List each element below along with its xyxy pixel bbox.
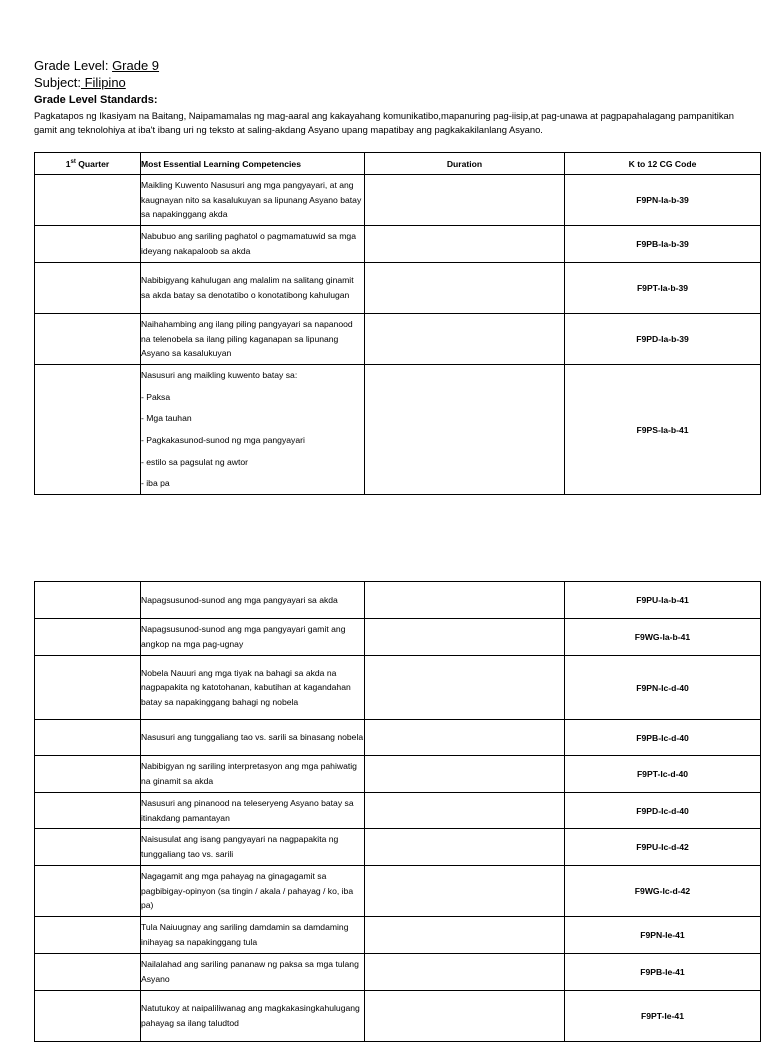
- code-cell: F9WG-Ia-b-41: [565, 619, 761, 656]
- quarter-cell: [35, 226, 141, 263]
- header-competency: Most Essential Learning Competencies: [141, 153, 365, 175]
- quarter-cell: [35, 619, 141, 656]
- competency-intro: Nasusuri ang maikling kuwento batay sa:: [141, 370, 298, 381]
- duration-cell: [365, 263, 565, 314]
- duration-cell: [365, 226, 565, 263]
- quarter-cell: [35, 720, 141, 756]
- duration-cell: [365, 720, 565, 756]
- duration-cell: [365, 866, 565, 917]
- duration-cell: [365, 756, 565, 793]
- table-row: [35, 866, 761, 917]
- code-cell: F9PU-Ia-b-41: [565, 582, 761, 619]
- competency-cell: Nagagamit ang mga pahayag na ginagagamit sa pagbibigay-opinyon (sa tingin / akala / pahayag / ko, iba pa): [141, 866, 365, 917]
- table-row: [35, 829, 761, 866]
- quarter-cell: [35, 917, 141, 954]
- duration-cell: [365, 829, 565, 866]
- subject-label: Subject:: [34, 75, 81, 90]
- code-cell: F9WG-Ic-d-42: [565, 866, 761, 917]
- table-row: [35, 991, 761, 1042]
- table-row: [35, 365, 761, 495]
- quarter-cell: [35, 582, 141, 619]
- competency-subitem: - Pagkakasunod-sunod ng mga pangyayari: [141, 435, 305, 445]
- quarter-cell: [35, 365, 141, 495]
- quarter-cell: [35, 175, 141, 226]
- table-row: [35, 656, 761, 720]
- table-row: [35, 793, 761, 829]
- competency-cell: Napagsusunod-sunod ang mga pangyayari sa akda: [141, 582, 365, 619]
- table-row: [35, 263, 761, 314]
- duration-cell: [365, 656, 565, 720]
- competency-cell: Nasusuri ang tunggaliang tao vs. sarili sa binasang nobela: [141, 720, 365, 756]
- table-row: [35, 954, 761, 991]
- duration-cell: [365, 175, 565, 226]
- grade-level-standards-label: Grade Level Standards:: [34, 94, 158, 106]
- quarter-cell: [35, 314, 141, 365]
- quarter-cell: [35, 866, 141, 917]
- code-cell: F9PD-Ic-d-40: [565, 793, 761, 829]
- competency-cell: Nailalahad ang sariling pananaw ng paksa sa mga tulang Asyano: [141, 954, 365, 991]
- competency-table-page1: [34, 152, 761, 495]
- duration-cell: [365, 365, 565, 495]
- quarter-cell: [35, 263, 141, 314]
- code-cell: F9PN-Ic-d-40: [565, 656, 761, 720]
- duration-cell: [365, 917, 565, 954]
- competency-subitem: - iba pa: [141, 478, 170, 489]
- competency-cell: [141, 365, 365, 495]
- duration-cell: [365, 991, 565, 1042]
- code-cell: F9PB-Ia-b-39: [565, 226, 761, 263]
- duration-cell: [365, 793, 565, 829]
- header-duration: Duration: [365, 153, 565, 175]
- header-code: K to 12 CG Code: [565, 153, 761, 175]
- table-row: [35, 756, 761, 793]
- table-row: [35, 314, 761, 365]
- table-header-row: [35, 153, 761, 175]
- quarter-cell: [35, 829, 141, 866]
- competency-cell: Nabubuo ang sariling paghatol o pagmamatuwid sa mga ideyang nakapaloob sa akda: [141, 226, 365, 263]
- subject-value: Filipino: [80, 75, 126, 90]
- duration-cell: [365, 619, 565, 656]
- grade-level-line: [34, 58, 159, 73]
- competency-table-page2: [34, 581, 761, 1042]
- competency-cell: Naihahambing ang ilang piling pangyayari sa napanood na telenobela sa ilang piling kaganapan sa lipunang Asyano sa kasalukuyan: [141, 314, 365, 365]
- quarter-cell: [35, 793, 141, 829]
- code-cell: F9PT-Ic-d-40: [565, 756, 761, 793]
- competency-cell: Nobela Nauuri ang mga tiyak na bahagi sa akda na nagpapakita ng katotohanan, kabutihan at kagandahan batay sa napakinggang bahagi ng nobela: [141, 656, 365, 720]
- quarter-cell: [35, 954, 141, 991]
- quarter-cell: [35, 991, 141, 1042]
- table-row: [35, 582, 761, 619]
- competency-cell: Nasusuri ang pinanood na teleseryeng Asyano batay sa itinakdang pamantayan: [141, 793, 365, 829]
- competency-cell: Tula Naiuugnay ang sariling damdamin sa damdaming inihayag sa napakinggang tula: [141, 917, 365, 954]
- header-quarter: 1st Quarter: [35, 153, 141, 175]
- duration-cell: [365, 954, 565, 991]
- grade-level-value: Grade 9: [112, 58, 160, 73]
- code-cell: F9PN-Ie-41: [565, 917, 761, 954]
- code-cell: F9PN-Ia-b-39: [565, 175, 761, 226]
- competency-subitem: - estilo sa pagsulat ng awtor: [141, 456, 249, 467]
- competency-cell: Maikling Kuwento Nasusuri ang mga pangyayari, at ang kaugnayan nito sa kasalukuyan sa lipunang Asyano batay sa napakinggang akda: [141, 175, 365, 226]
- code-cell: F9PU-Ic-d-42: [565, 829, 761, 866]
- code-cell: F9PB-Ic-d-40: [565, 720, 761, 756]
- competency-cell: Naisusulat ang isang pangyayari na nagpapakita ng tunggaliang tao vs. sarili: [141, 829, 365, 866]
- subject-line: [34, 75, 126, 90]
- code-cell: F9PD-Ia-b-39: [565, 314, 761, 365]
- competency-cell: Natutukoy at naipaliliwanag ang magkakasingkahulugang pahayag sa ilang taludtod: [141, 991, 365, 1042]
- table-row: [35, 226, 761, 263]
- code-cell: F9PT-Ia-b-39: [565, 263, 761, 314]
- grade-level-standards-text: Pagkatapos ng Ikasiyam na Baitang, Naipamamalas ng mag-aaral ang kakayahang komunikatibo,mapanuring pag-iisip,at pag-unawa at pagpapahalagang pampanitikan gamit ang teknolohiya at iba't ibang uri ng teksto at saling-akdang Asyano upang mapatibay ang pagkakakilanlang Asyano.: [34, 110, 734, 135]
- table-row: [35, 619, 761, 656]
- table-row: [35, 175, 761, 226]
- table-row: [35, 720, 761, 756]
- competency-subitem: - Mga tauhan: [141, 413, 192, 424]
- code-cell: F9PS-Ia-b-41: [565, 365, 761, 495]
- code-cell: F9PT-Ie-41: [565, 991, 761, 1042]
- quarter-cell: [35, 656, 141, 720]
- competency-cell: Nabibigyan ng sariling interpretasyon ang mga pahiwatig na ginamit sa akda: [141, 756, 365, 793]
- competency-subitem: - Paksa: [141, 391, 171, 402]
- competency-cell: Nabibigyang kahulugan ang malalim na salitang ginamit sa akda batay sa denotatibo o konotatibong kahulugan: [141, 263, 365, 314]
- competency-cell: Napagsusunod-sunod ang mga pangyayari gamit ang angkop na mga pag-ugnay: [141, 619, 365, 656]
- duration-cell: [365, 582, 565, 619]
- code-cell: F9PB-Ie-41: [565, 954, 761, 991]
- table-row: [35, 917, 761, 954]
- grade-level-label: Grade Level:: [34, 58, 109, 73]
- quarter-cell: [35, 756, 141, 793]
- duration-cell: [365, 314, 565, 365]
